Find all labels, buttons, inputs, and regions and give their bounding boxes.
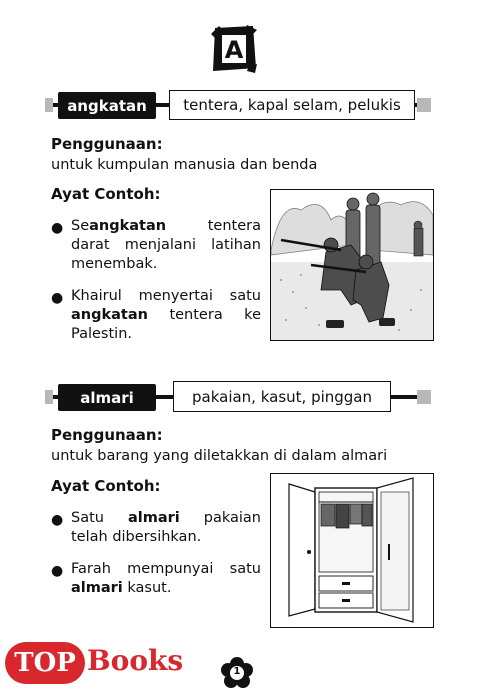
word-label: almari: [58, 384, 156, 411]
watermark-logo: [5, 642, 184, 687]
examples-heading: Ayat Contoh:: [51, 185, 161, 203]
keywords-box: tentera, kapal selam, pelukis: [169, 90, 415, 120]
wardrobe-icon: [271, 474, 433, 627]
example-sentence: Farah mempunyai satu almari kasut.: [71, 561, 261, 596]
example-sentence: Seangkatan tentera darat menjalani latihan menembak.: [71, 218, 261, 272]
soldiers-illustration: [270, 189, 434, 341]
bullet-dot: ●: [51, 220, 64, 236]
section-letter: A: [224, 36, 244, 64]
word-bar-cap-right: [417, 390, 431, 404]
bullet-dot: ●: [51, 512, 64, 528]
usage-heading: Penggunaan:: [51, 135, 163, 153]
usage-text: untuk kumpulan manusia dan benda: [51, 157, 318, 173]
page-number-badge: [220, 656, 254, 690]
example-sentence: Satu almari pakaian telah dibersihkan.: [71, 510, 261, 545]
word-bar-cap-left: [45, 390, 53, 404]
word-bar-cap-right: [417, 98, 431, 112]
keywords-box: pakaian, kasut, pinggan: [173, 381, 391, 412]
bullet-dot: ●: [51, 563, 64, 579]
watermark-books-text: Books: [87, 644, 184, 677]
word-bar-cap-left: [45, 98, 53, 112]
word-label: angkatan: [58, 92, 156, 119]
examples-heading: Ayat Contoh:: [51, 477, 161, 495]
usage-heading: Penggunaan:: [51, 426, 163, 444]
usage-text: untuk barang yang diletakkan di dalam almari: [51, 448, 388, 464]
soldiers-icon: [271, 190, 433, 340]
example-sentence: Khairul menyertai satu angkatan tentera ke Palestin.: [71, 288, 261, 342]
page-number: 1: [233, 666, 241, 677]
wardrobe-illustration: [270, 473, 434, 628]
bullet-dot: ●: [51, 290, 64, 306]
watermark-top-badge: TOP: [5, 642, 85, 684]
section-letter-badge: [209, 24, 259, 74]
